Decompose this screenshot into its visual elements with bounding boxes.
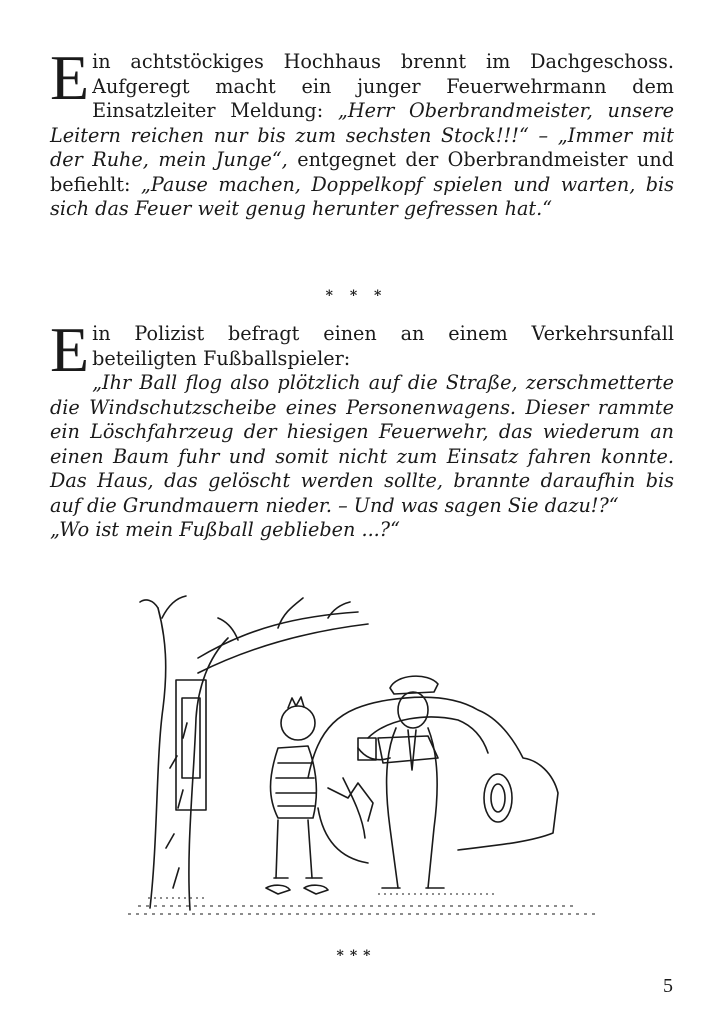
drop-cap: E <box>50 314 90 385</box>
story-2 <box>50 314 674 543</box>
story-2-intro-paragraph <box>50 314 674 385</box>
story-2-quote-2: „Wo ist mein Fußball geblieben ...?“ <box>50 518 400 541</box>
cartoon-illustration <box>128 588 598 916</box>
story-1 <box>50 42 675 222</box>
story-2-intro: in Polizist befragt einen an einem Verkehrsunfall beteiligten Fußballspieler: <box>92 322 674 370</box>
story-1-quote-1: „Herr Oberbrandmeister, unsere Leitern reichen nur bis zum sechsten Stock!!!“ – „Immer mit der Ruhe, mein Junge“, <box>50 99 674 171</box>
story-1-intro: in achtstöckiges Hochhaus brennt im Dachgeschoss. Aufgeregt macht ein junger Feuerwehrmann dem Einsatzleiter Meldung: <box>92 50 674 122</box>
story-1-paragraph <box>50 42 675 222</box>
section-separator: * * * <box>325 288 388 304</box>
story-1-quote-2: „Pause machen, Doppelkopf spielen und warten, bis sich das Feuer weit genug herunter gefressen hat.“ <box>50 172 675 220</box>
drop-cap: E <box>50 42 90 113</box>
story-1-middle: entgegnet der Oberbrandmeister und befiehlt: <box>50 148 674 196</box>
page-number: 5 <box>663 975 673 997</box>
section-separator-bottom: *** <box>336 948 377 964</box>
story-2-quote-1: „Ihr Ball flog also plötzlich auf die Straße, zerschmetterte die Windschutzscheibe eines Personenwagens. Dieser rammte ein Löschfahrzeug der hiesigen Feuerwehr, das wiederum an einen Baum fuhr und somit nicht zum Einsatz fahren konnte. Das Haus, das gelöscht werden sollte, brannte daraufhin bis auf die Grundmauern nieder. – Und was sagen Sie dazu!?“ <box>50 371 674 517</box>
